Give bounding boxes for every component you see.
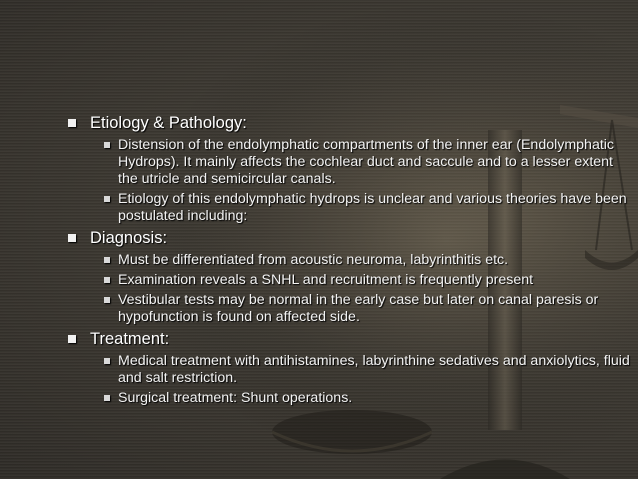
- square-bullet-icon: [104, 395, 110, 401]
- list-item: [92, 292, 630, 326]
- section-heading-etiology: [64, 113, 630, 133]
- section-heading-treatment: [64, 329, 630, 349]
- list-item-text: Etiology of this endolymphatic hydrops is unclear and various theories have been postulated including:: [118, 191, 627, 224]
- square-bullet-icon: [104, 142, 110, 148]
- list-item-text: Medical treatment with antihistamines, labyrinthine sedatives and anxiolytics, fluid and salt restriction.: [118, 353, 630, 386]
- list-item-text: Vestibular tests may be normal in the early case but later on canal paresis or hypofunction is found on affected side.: [118, 292, 599, 325]
- list-item-text: Distension of the endolymphatic compartments of the inner ear (Endolymphatic Hydrops). It mainly affects the cochlear duct and saccule and to a lesser extent the utricle and semicircular canals.: [118, 137, 615, 187]
- slide-content: [64, 113, 630, 410]
- section-heading-text: Diagnosis:: [90, 229, 168, 247]
- square-bullet-icon: [104, 277, 110, 283]
- list-item: [92, 353, 630, 387]
- list-item: [92, 252, 630, 269]
- section-heading-text: Treatment:: [90, 330, 170, 348]
- list-item-text: Examination reveals a SNHL and recruitment is frequently present: [118, 272, 534, 288]
- square-bullet-icon: [104, 196, 110, 202]
- square-bullet-icon: [68, 119, 76, 127]
- list-item: [92, 272, 630, 289]
- section-heading-diagnosis: [64, 228, 630, 248]
- square-bullet-icon: [68, 335, 76, 343]
- list-item: [92, 137, 630, 188]
- list-item-text: Must be differentiated from acoustic neuroma, labyrinthitis etc.: [118, 252, 509, 268]
- section-heading-text: Etiology & Pathology:: [90, 114, 247, 132]
- list-item: [92, 191, 630, 225]
- list-item: [92, 390, 630, 407]
- square-bullet-icon: [104, 297, 110, 303]
- square-bullet-icon: [104, 257, 110, 263]
- list-item-text: Surgical treatment: Shunt operations.: [118, 390, 353, 406]
- square-bullet-icon: [104, 358, 110, 364]
- square-bullet-icon: [68, 234, 76, 242]
